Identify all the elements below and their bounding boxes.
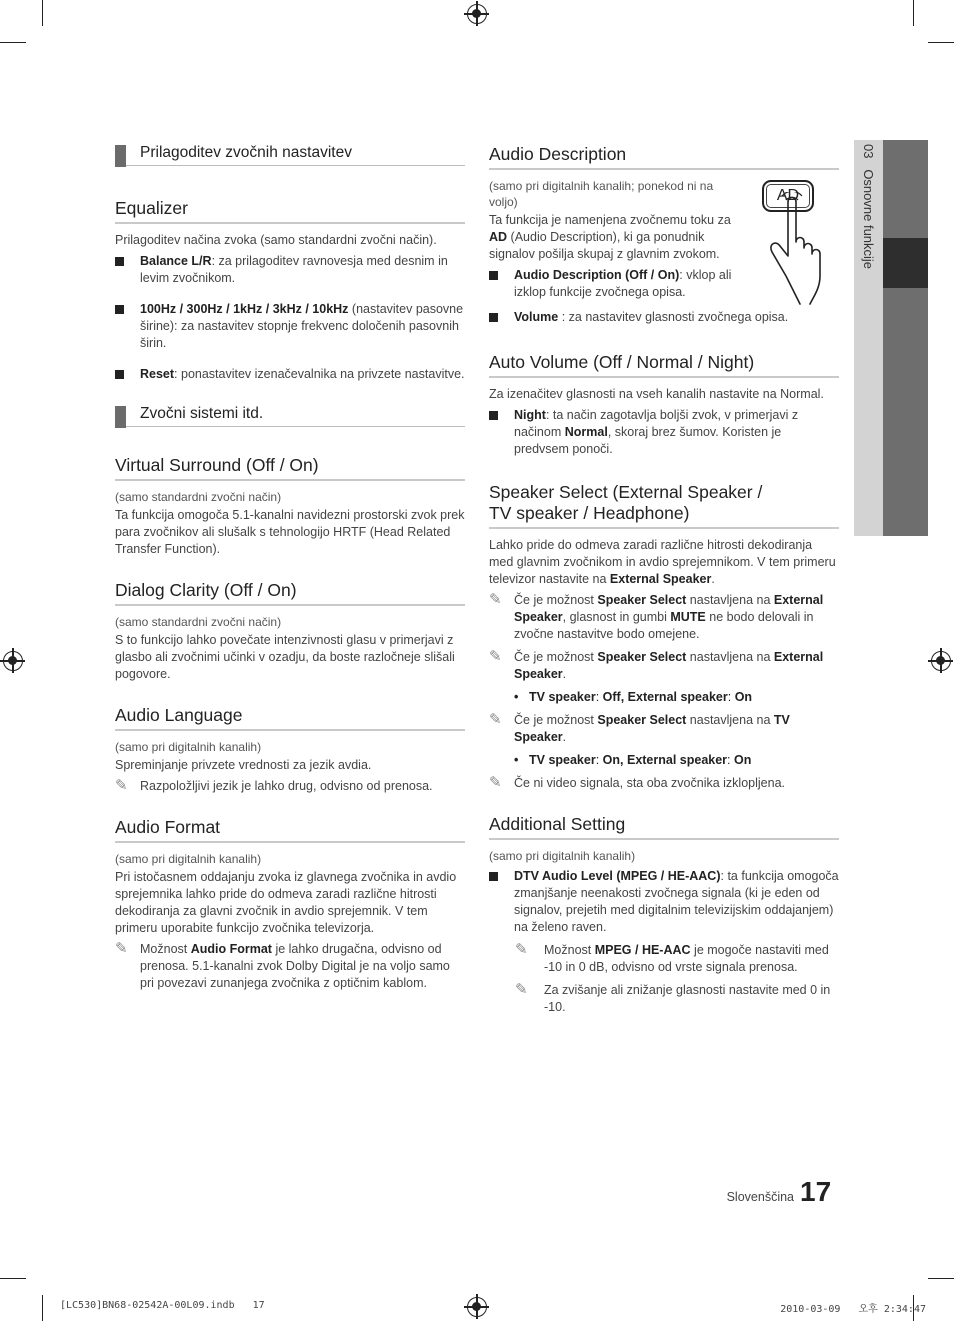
audio-description-text: Ta funkcija je namenjena zvočnemu toku za AD (Audio Description), ki ga ponudnik signalov pošilja skupaj z glavnim zvokom. (489, 213, 731, 261)
virtual-surround-heading: Virtual Surround (Off / On) (115, 455, 465, 481)
audio-format-heading: Audio Format (115, 817, 465, 843)
ad-remote-illustration (754, 180, 844, 308)
dialog-clarity-heading: Dialog Clarity (Off / On) (115, 580, 465, 606)
audio-description-block (489, 178, 839, 326)
memo-note: ✎ Če je možnost Speaker Select nastavljena na External Speaker, glasnost in gumbi MUTE ne bodo delovali in zvočne nastavitve bodo omejene. (489, 591, 824, 641)
sub-notes (489, 942, 839, 1016)
page-number: 17 (800, 1176, 832, 1207)
chapter-sidebar (854, 140, 928, 536)
pencil-icon: ✎ (489, 774, 502, 791)
bullet-square-icon (489, 411, 498, 420)
mode-note: (samo pri digitalnih kanalih; ponekod ni na voljo) (489, 179, 714, 209)
memo-note: ✎ Razpoložljivi jezik je lahko drug, odvisno od prenosa. (115, 777, 433, 794)
registration-mark-icon (467, 1297, 487, 1317)
list-item: Reset: ponastavitev izenačevalnika na privzete nastavitve. (115, 366, 465, 383)
memo-note: ✎ Možnost Audio Format je lahko drugačna, odvisno od prenosa. 5.1-kanalni zvok Dolby Digital je na voljo samo pri povezavi zunanjega zvočnika z optičnim kablom. (115, 940, 450, 990)
audio-language-heading: Audio Language (115, 705, 465, 731)
ad-button: AD (762, 180, 814, 212)
sidebar-dark (883, 140, 928, 536)
list-item: 100Hz / 300Hz / 1kHz / 3kHz / 10kHz (nastavitev pasovne širine): za nastavitev stopnje frekvenc določenih pasovnih širin. (115, 301, 465, 352)
chapter-number: 03 (861, 144, 876, 159)
pencil-icon: ✎ (489, 648, 502, 665)
crop-mark (0, 1278, 26, 1279)
equalizer-heading: Equalizer (115, 198, 465, 224)
bullet-square-icon (489, 872, 498, 881)
sidebar-current-tab (883, 238, 928, 288)
crop-mark (0, 42, 26, 43)
pencil-icon: ✎ (115, 777, 128, 794)
audio-language-text: Spreminjanje privzete vrednosti za jezik avdia. (115, 758, 372, 772)
memo-note: ✎ Za zvišanje ali znižanje glasnosti nastavite med 0 in -10. (515, 981, 831, 1014)
mode-note: (samo pri digitalnih kanalih) (489, 849, 636, 863)
mode-note: (samo standardni zvočni način) (115, 615, 282, 629)
file-info: [LC530]BN68-02542A-00L09.indb 17 (60, 1300, 265, 1311)
chapter-title: Osnovne funkcije (861, 169, 876, 270)
list-item: Volume : za nastavitev glasnosti zvočnega opisa. (489, 309, 839, 326)
crop-mark (913, 0, 914, 26)
crop-mark (42, 1295, 43, 1321)
mode-note: (samo pri digitalnih kanalih) (115, 740, 262, 754)
list-item: Night: ta način zagotavlja boljši zvok, v primerjavi z načinom Normal, skoraj brez šumov. Koristen je predvsem ponoči. (489, 407, 839, 458)
bullet-square-icon (115, 257, 124, 266)
list-item: Audio Description (Off / On): vklop ali izklop funkcije zvočnega opisa. (489, 267, 734, 301)
equalizer-intro: Prilagoditev načina zvoka (samo standardni zvočni način). (115, 233, 437, 247)
list-item: • TV speaker: Off, External speaker: On (514, 690, 753, 704)
speaker-select-heading: Speaker Select (External Speaker / TV speaker / Headphone) (489, 482, 839, 529)
list-item: Balance L/R: za prilagoditev ravnovesja med desnim in levim zvočnikom. (115, 253, 465, 287)
registration-mark-icon (467, 4, 487, 24)
pencil-icon: ✎ (489, 711, 502, 728)
hand-pointer-icon (754, 192, 844, 308)
mode-note: (samo pri digitalnih kanalih) (115, 852, 262, 866)
crop-mark (928, 1278, 954, 1279)
pencil-icon: ✎ (489, 591, 502, 608)
pencil-icon: ✎ (515, 941, 528, 958)
list-item: DTV Audio Level (MPEG / HE-AAC): ta funkcija omogoča zmanjšanje neenakosti zvočnega signala (ki je eden od signalov, prejetih med digitalnim televizijskim oddajanjem) na želeno raven. (489, 868, 839, 936)
memo-note: ✎ Če je možnost Speaker Select nastavljena na TV Speaker. (489, 711, 790, 744)
virtual-surround-text: Ta funkcija omogoča 5.1-kanalni navidezni prostorski zvok prek para zvočnikov ali slušalk s tehnologijo HRTF (Head Related Transfer Function). (115, 508, 465, 556)
crop-mark (42, 0, 43, 26)
chapter-label (861, 144, 876, 269)
list-item: • TV speaker: On, External speaker: On (514, 753, 752, 767)
pencil-icon: ✎ (115, 940, 128, 957)
section-heading: Prilagoditev zvočnih nastavitev (115, 144, 465, 166)
footer-language: Slovenščina (726, 1190, 794, 1204)
registration-mark-icon (3, 651, 23, 671)
audio-description-heading: Audio Description (489, 144, 839, 170)
crop-mark (928, 42, 954, 43)
bullet-square-icon (489, 271, 498, 280)
pencil-icon: ✎ (515, 981, 528, 998)
memo-note: ✎ Če ni video signala, sta oba zvočnika izklopljena. (489, 774, 785, 791)
left-column (115, 140, 465, 998)
dialog-clarity-text: S to funkcijo lahko povečate intenzivnosti glasu v primerjavi z glasbo ali zvočnimi učinki v ozadju, da boste razločneje slišali pogovore. (115, 633, 455, 681)
mode-note: (samo standardni zvočni način) (115, 490, 282, 504)
memo-note: ✎ Možnost MPEG / HE-AAC je mogoče nastaviti med -10 in 0 dB, odvisno od vrste signala prenosa. (515, 941, 829, 974)
bullet-square-icon (115, 305, 124, 314)
bullet-square-icon (115, 370, 124, 379)
section-heading: Zvočni sistemi itd. (115, 405, 465, 427)
auto-volume-heading: Auto Volume (Off / Normal / Night) (489, 352, 839, 378)
speaker-select-text: Lahko pride do odmeva zaradi različne hitrosti dekodiranja med glavnim zvočnikom in avdio sprejemnikom. V tem primeru televizor nastavite na External Speaker. (489, 538, 836, 586)
registration-mark-icon (931, 651, 951, 671)
memo-note: ✎ Če je možnost Speaker Select nastavljena na External Speaker. (489, 648, 824, 681)
print-timestamp: 2010-03-09 오후 2:34:47 (780, 1304, 926, 1315)
auto-volume-text: Za izenačitev glasnosti na vseh kanalih nastavite na Normal. (489, 387, 824, 401)
additional-setting-heading: Additional Setting (489, 814, 839, 840)
bullet-square-icon (489, 313, 498, 322)
right-column (489, 140, 839, 1022)
audio-format-text: Pri istočasnem oddajanju zvoka iz glavnega zvočnika in avdio sprejemnika lahko pride do odmeva zaradi različne hitrosti dekodiranja za glavni zvočnik in avdio sprejemnik. V tem primeru uporabite funkcijo zvočnika televizorja. (115, 870, 457, 935)
